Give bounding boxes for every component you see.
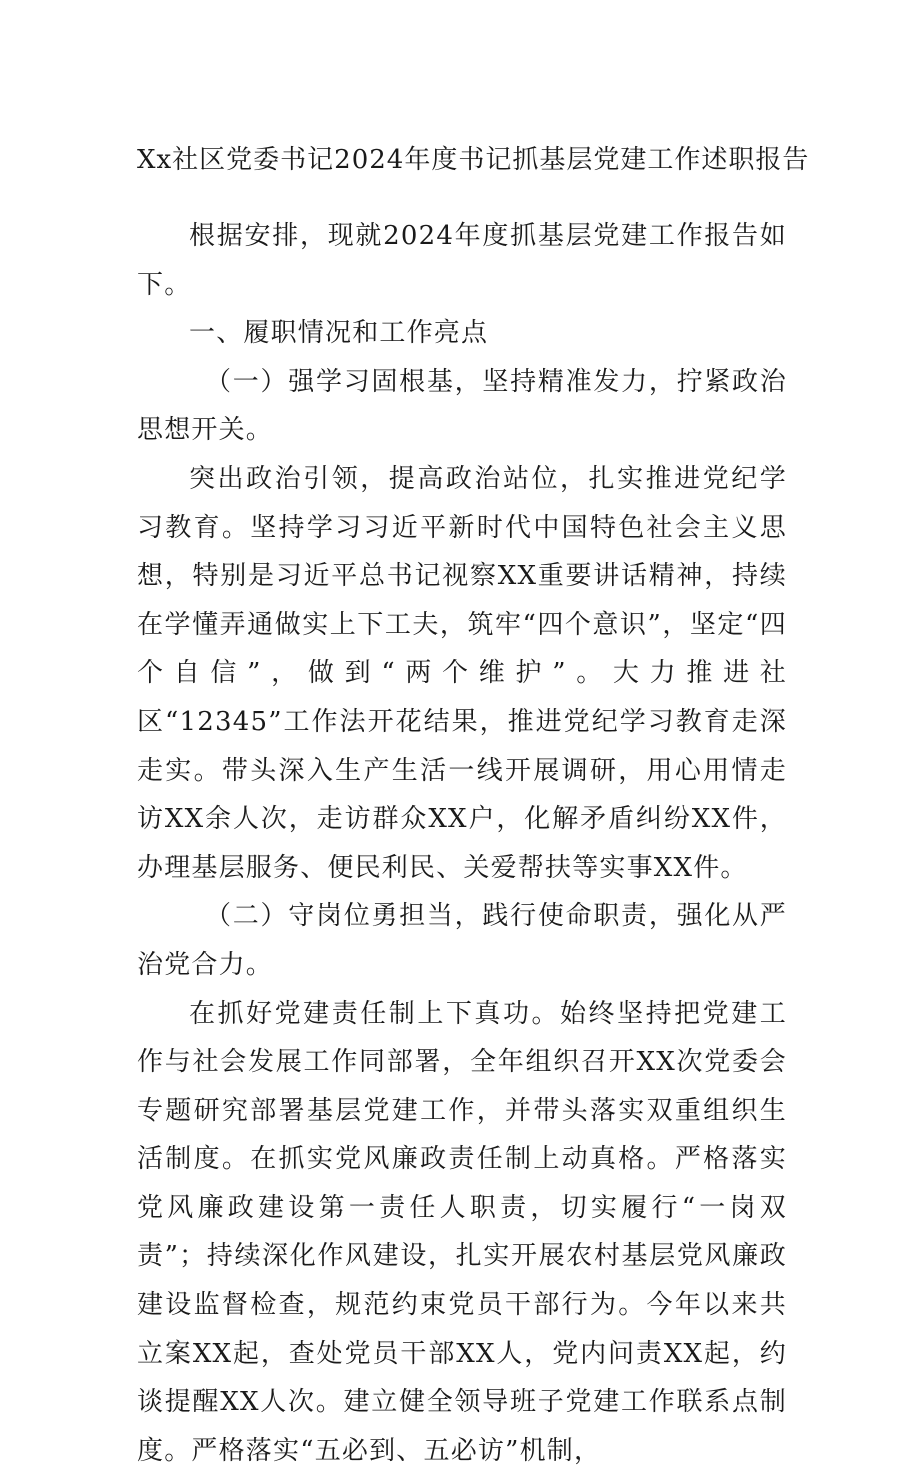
document-body	[137, 212, 787, 1475]
subsection-heading-1: （一）强学习固根基，坚持精准发力，拧紧政治思想开关。	[137, 358, 787, 455]
subsection-heading-2: （二）守岗位勇担当，践行使命职责，强化从严治党合力。	[137, 892, 787, 989]
section-heading: 一、履职情况和工作亮点	[137, 309, 787, 358]
body-paragraph-1: 突出政治引领，提高政治站位，扎实推进党纪学习教育。坚持学习习近平新时代中国特色社会主义思想，特别是习近平总书记视察XX重要讲话精神，持续在学懂弄通做实上下工夫，筑牢“四个意识”，坚定“四个自信”，做到“两个维护”。大力推进社区“12345”工作法开花结果，推进党纪学习教育走深走实。带头深入生产生活一线开展调研，用心用情走访XX余人次，走访群众XX户，化解矛盾纠纷XX件，办理基层服务、便民利民、关爱帮扶等实事XX件。	[137, 455, 787, 892]
intro-paragraph: 根据安排，现就2024年度抓基层党建工作报告如下。	[137, 212, 787, 309]
body-paragraph-2: 在抓好党建责任制上下真功。始终坚持把党建工作与社会发展工作同部署，全年组织召开XX次党委会专题研究部署基层党建工作，并带头落实双重组织生活制度。在抓实党风廉政责任制上动真格。严格落实党风廉政建设第一责任人职责，切实履行“一岗双责”；持续深化作风建设，扎实开展农村基层党风廉政建设监督检查，规范约束党员干部行为。今年以来共立案XX起，查处党员干部XX人，党内问责XX起，约谈提醒XX人次。建立健全领导班子党建工作联系点制度。严格落实“五必到、五必访”机制，	[137, 990, 787, 1475]
document-title: Xx社区党委书记2024年度书记抓基层党建工作述职报告	[137, 138, 837, 182]
